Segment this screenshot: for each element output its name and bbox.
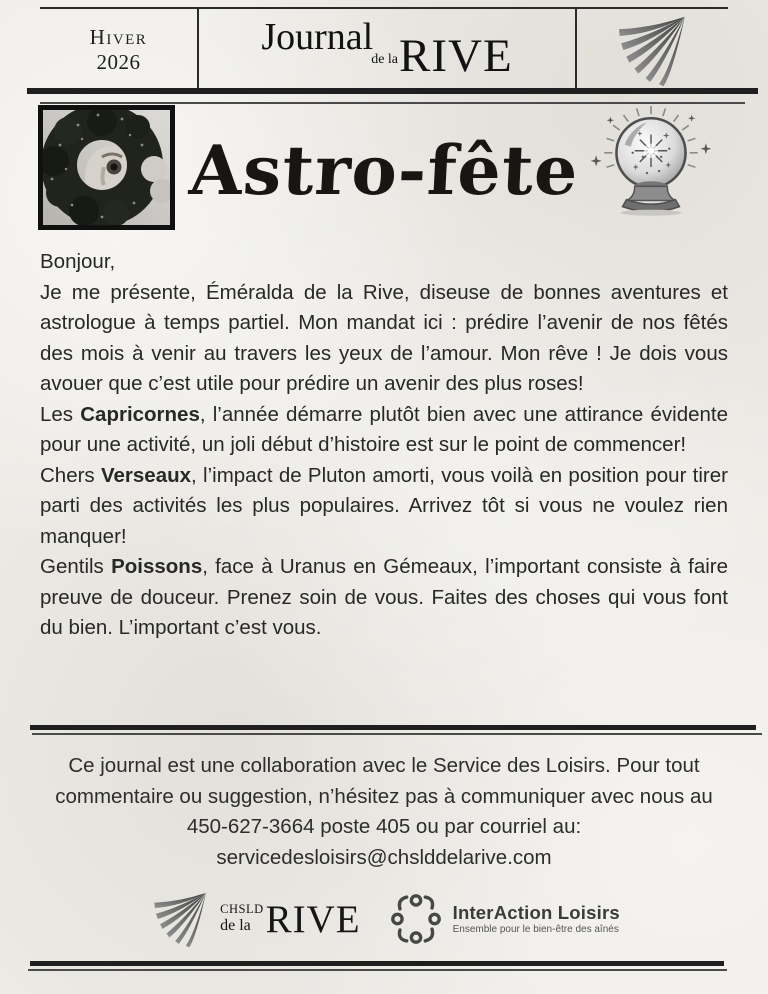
horoscope-prefix: Chers [40,463,101,487]
zodiac-sign: Capricornes [80,402,200,426]
season-year: 2026 [96,49,141,74]
horoscope-article [40,247,728,644]
greeting: Bonjour, [40,250,116,273]
masthead-title-rive: RIVE [399,30,513,82]
masthead-logo [577,9,728,90]
intro-paragraph: Je me présente, Éméralda de la Rive, diseuse de bonnes aventures et astrologue à temps partiel. Mon mandat ici : prédire l’avenir de nos fêtés des mois à venir au travers les yeux de l’amour. Mon rêve ! Je dois vous avouer que c’est utile pour prédire un avenir des plus roses! [40,280,728,395]
crystal-ball-icon [588,104,714,228]
fan-swoosh-icon [148,890,214,948]
partner-logos [0,884,768,954]
masthead-title-journal: Journal [261,16,374,58]
chsld-rive-label: RIVE [265,897,361,941]
crystal-ball-illustration [588,104,714,228]
issue-season [40,9,197,90]
header-rule-thick [27,88,758,94]
season-label: Hiver [89,25,148,50]
interaction-logo-text [453,902,620,936]
mid-rule-thick [30,725,756,730]
interaction-tagline: Ensemble pour le bien-être des aînés [452,924,619,936]
masthead-title [197,9,577,90]
horoscope-pisces [40,552,728,644]
bottom-rule-thin [28,969,727,971]
feature-title: Astro-fête [187,131,581,211]
interaction-loisirs-logo [389,892,620,946]
interaction-name: InterAction Loisirs [452,902,620,924]
horoscope-aquarius [40,461,728,553]
zodiac-sign: Verseaux [100,463,192,487]
wreath-photo-illustration [38,105,175,230]
bottom-rule-thick [30,961,724,966]
masthead [40,7,728,90]
contact-note: Ce journal est une collaboration avec le Service des Loisirs. Pour tout commentaire ou suggestion, n’hésitez pas à communiquer avec nous au 450-627-3664 poste 405 ou par courriel au: servicedesloisirs@chslddelarive.com [55,754,713,869]
zodiac-sign: Poissons [111,555,203,578]
four-rings-icon [389,892,443,946]
masthead-title-dela: de la [371,52,399,67]
wreath-portrait-photo [38,105,175,230]
fan-swoosh-icon [601,13,705,87]
chsld-de-la-rive-logo [148,890,360,948]
chsld-org-label: CHSLD [220,902,264,917]
mid-rule-thin [32,733,762,735]
horoscope-text: , l’année démarre plutôt bien avec une attirance évidente pour une activité, un joli début d’histoire est sur le point de commencer! [40,402,728,456]
chsld-logo-text [220,897,361,941]
horoscope-prefix: Les [40,402,81,426]
horoscope-capricorn [40,400,728,461]
horoscope-text: , l’impact de Pluton amorti, vous voilà en position pour tirer parti des activités les plus populaires. Arrivez tôt si vous ne voulez rien manquer! [40,463,728,548]
chsld-dela-label: de la [220,917,251,935]
horoscope-text: , face à Uranus en Gémeaux, l’important consiste à faire preuve de douceur. Prenez soin de vous. Faites des choses qui vous font du bien. L’important c’est vous. [40,555,729,639]
horoscope-prefix: Gentils [40,555,112,578]
